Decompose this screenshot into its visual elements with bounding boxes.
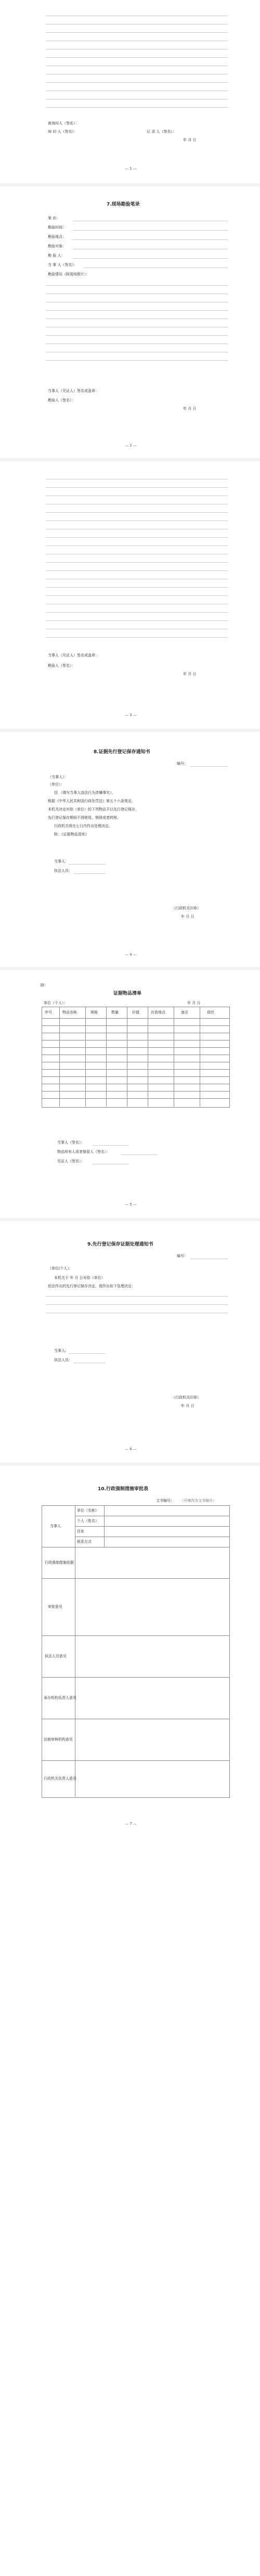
- th-status: 现状: [207, 1010, 214, 1014]
- page-number: — 5 —: [125, 1202, 137, 1207]
- sign-holder: 物品所有人或者保管人（签名）：: [57, 1150, 110, 1154]
- page-number: — 7 —: [125, 1822, 137, 1826]
- attachment: 附：《证据物品清单》: [54, 832, 89, 836]
- row-office-opinion: 承办机构负责人意见: [44, 1696, 76, 1700]
- sign-law-enforcer: 执法人员：: [54, 1358, 72, 1362]
- date: 年 月 日: [183, 407, 197, 411]
- sign-party: 当事人（见证人）签名或盖章：: [48, 389, 99, 393]
- body-line-2: 根据《中华人民共和国行政处罚法》第五十六条规定，: [48, 799, 135, 803]
- th-index: 序号: [45, 1010, 52, 1014]
- row-enforcer-opinion: 执法人员意见: [45, 1654, 67, 1658]
- number-label: 编号：: [177, 1254, 188, 1258]
- page-title: 9.先行登记保存证据处理通知书: [87, 1242, 153, 1247]
- body-line-1: 本机关于 年 月 日对你（单位）: [54, 1276, 105, 1280]
- party-address: 住址: [77, 1529, 84, 1533]
- row-party: 当事人: [50, 1524, 61, 1528]
- page-title: 8.证据先行登记保存通知书: [94, 750, 150, 755]
- date: 年 月 日: [183, 138, 197, 142]
- page-number: — 3 —: [125, 713, 137, 717]
- approval-table: [42, 1505, 230, 1798]
- th-name: 物品名称: [62, 1010, 77, 1014]
- addressee-unit: （单位）：: [48, 782, 64, 786]
- sign-party: 当事人（签名）：: [57, 1140, 85, 1145]
- th-remark: 备注: [181, 1010, 188, 1014]
- th-location: 存放地点: [151, 1010, 165, 1014]
- date-label: 年 月 日: [187, 1001, 201, 1005]
- field-inspector: 勘 验 人：: [48, 253, 65, 258]
- sign-law-enforcer: 执法人员：: [54, 869, 72, 873]
- th-value: 价值: [132, 1010, 139, 1014]
- page-number: — 1 —: [125, 167, 137, 171]
- page-title: 10.行政强制措施审批表: [98, 1487, 148, 1492]
- stamp: （行政机关印章）: [172, 906, 201, 910]
- body-line-2: 依法作出的先行登记保存决定，现作出如下处理决定：: [48, 1284, 135, 1288]
- row-legal-opinion: 法制审核机构意见: [44, 1737, 73, 1742]
- party-person: 个人（姓名）: [77, 1519, 99, 1523]
- party-unit: 单位（名称）: [77, 1508, 99, 1513]
- sign-party: 当事人：: [54, 1349, 69, 1353]
- sign-inspector: 勘验人（签名）：: [48, 398, 75, 402]
- field-situation: 勘验情况（附现场照片）：: [48, 272, 90, 276]
- party-contact: 联系方式: [77, 1540, 92, 1544]
- body-line-3: 本机关决定对你（单位）的下列物品予以先行登记保存，: [48, 807, 139, 811]
- body-line-5: 行政机关将在七日内作出处理决定。: [54, 824, 112, 828]
- th-spec: 规格: [90, 1010, 98, 1014]
- addressee: （当事人）：: [48, 775, 68, 779]
- number-label: 文书编号：: [156, 1499, 174, 1503]
- page-number: — 6 —: [125, 1447, 137, 1451]
- page-number: — 2 —: [125, 443, 137, 448]
- row-leader-opinion: 行政机关负责人意见: [44, 1776, 76, 1781]
- date: 年 月 日: [181, 915, 194, 919]
- evidence-table: [42, 1007, 230, 1108]
- sign-party: 当事人：: [54, 859, 69, 864]
- date: 年 月 日: [183, 672, 197, 676]
- sign-party: 当事人（见证人）签名或盖章：: [48, 653, 99, 657]
- unit-label: 单位（个人）：: [44, 1001, 68, 1005]
- sign-inquirer: 询 问 人（签名）：: [48, 130, 77, 134]
- row-basis: 行政强制措施依据: [45, 1560, 74, 1565]
- stamp: （行政机关印章）: [172, 1395, 201, 1400]
- field-case: 案 由：: [48, 216, 60, 220]
- sign-inspector: 勘验人（签名）：: [48, 664, 75, 668]
- sign-recorder: 记 录 人（签名）：: [147, 130, 176, 134]
- th-qty: 数量: [111, 1010, 119, 1014]
- page-number: — 4 —: [125, 953, 137, 957]
- addressee: （单位/个人）：: [48, 1266, 73, 1271]
- sign-agency: 被询问人（签名）：: [48, 121, 79, 125]
- body-line-4: 先行登记保存期间不得使用、销毁或者转移。: [48, 816, 121, 820]
- body-line-1: 因 （填写当事人违法行为涉嫌事实），: [54, 791, 115, 795]
- page-title: 证据物品清单: [113, 991, 142, 996]
- number-label: 编号：: [177, 762, 188, 766]
- date: 年 月 日: [181, 1404, 194, 1408]
- field-object: 勘验对象：: [48, 244, 66, 248]
- field-party: 当 事 人（签名）：: [48, 263, 77, 267]
- number-hint: （可填改为文书编号）: [180, 1499, 216, 1503]
- field-time: 勘验时间：: [48, 225, 66, 230]
- field-place: 勘验地点：: [48, 235, 66, 239]
- header-left: 附：: [41, 983, 48, 987]
- row-approval: 审批意见: [48, 1605, 62, 1609]
- page-title: 7.现场勘验笔录: [107, 202, 140, 207]
- sign-witness: 见证人（签名）：: [57, 1159, 85, 1163]
